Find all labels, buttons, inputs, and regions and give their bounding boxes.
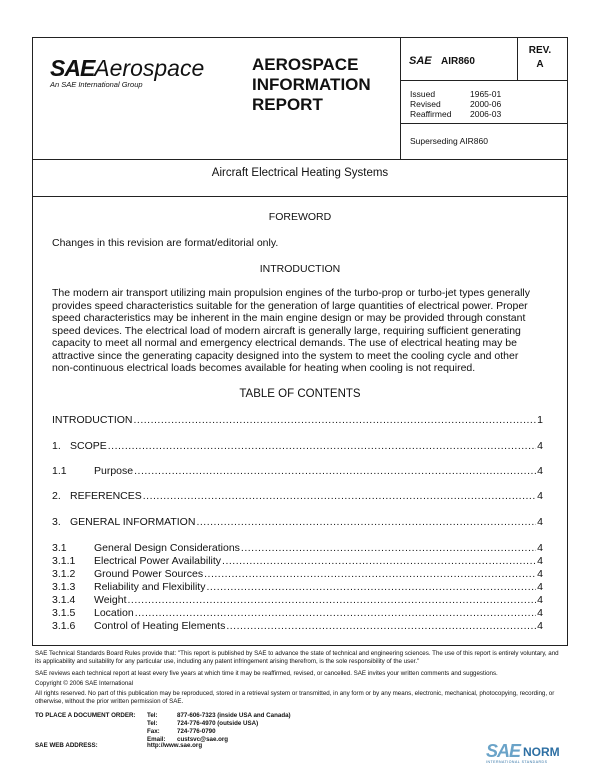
contact-spacer <box>35 728 147 736</box>
header-divider <box>33 159 567 160</box>
date-block <box>410 89 501 119</box>
contact-type: Tel: <box>147 720 158 727</box>
web-link[interactable]: http://www.sae.org <box>147 742 203 749</box>
contact-row <box>35 720 291 728</box>
toc-leader <box>241 542 536 554</box>
sae-aerospace-logo <box>50 55 204 89</box>
toc-number: 3.1.3 <box>52 581 76 593</box>
toc-title: GENERAL INFORMATION <box>70 516 196 528</box>
toc-number: 2. <box>52 490 61 502</box>
contact-type: Fax: <box>147 728 160 735</box>
contact-row <box>35 728 291 736</box>
sae-norm-logo <box>486 741 560 762</box>
toc-entry[interactable] <box>52 465 543 477</box>
toc-page: 4 <box>537 465 543 477</box>
doc-sae-mark: SAE <box>409 55 432 67</box>
toc-page: 4 <box>537 620 543 632</box>
document-number: AIR860 <box>441 56 475 67</box>
contact-row <box>35 712 291 720</box>
contact-value[interactable]: 877-606-7323 (inside USA and Canada) <box>177 712 291 719</box>
date-value: 2006-03 <box>470 109 502 119</box>
toc-number: 3. <box>52 516 61 528</box>
toc-entry[interactable] <box>52 607 543 619</box>
toc-title: Reliability and Flexibility <box>94 581 206 593</box>
toc-entry[interactable] <box>52 568 543 580</box>
norm-sae-mark: SAE <box>486 741 521 761</box>
toc-entry[interactable] <box>52 594 543 606</box>
toc-entry[interactable] <box>52 555 543 567</box>
contact-spacer <box>35 720 147 728</box>
revision-label: REV. <box>528 45 552 56</box>
toc-title: Ground Power Sources <box>94 568 204 580</box>
toc-page: 4 <box>537 555 543 567</box>
toc-title: INTRODUCTION <box>52 414 133 426</box>
contact-type: Tel: <box>147 712 158 719</box>
date-row-reaffirmed <box>410 109 501 119</box>
logo-tagline: An SAE International Group <box>50 80 143 89</box>
toc-title: SCOPE <box>70 440 107 452</box>
introduction-paragraph: The modern air transport utilizing main propulsion engines of the turbo-prop or turbo-jet types generally provides speed characteristics suitable for the generation of large quantities of electrical power. Proper speed characteristics may be inherent in the main engine design or may be provided through constant speed devices. The electrical load of modern aircraft is generally large, requiring sufficient generating capacity to meet all normal and emergency electrical demands. The use of electrical heating may be attractive since the generating capacity designed into the system to meet the cooling cycle and other non-continuous electrical loads becomes available for heating when cooling is not required. <box>52 287 531 374</box>
toc-leader <box>196 516 536 528</box>
toc-leader <box>134 465 536 477</box>
norm-text: NORM <box>523 744 560 759</box>
toc-leader <box>134 414 537 426</box>
toc-entry[interactable] <box>52 414 543 426</box>
web-address <box>35 742 202 749</box>
foreword-text: Changes in this revision are format/editorial only. <box>52 237 279 249</box>
toc-leader <box>135 607 536 619</box>
toc-leader <box>204 568 536 580</box>
toc-page: 4 <box>537 607 543 619</box>
date-label: Revised <box>410 99 441 109</box>
toc-title: Purpose <box>94 465 134 477</box>
toc-entry[interactable] <box>52 542 543 554</box>
web-label: SAE WEB ADDRESS: <box>35 742 98 749</box>
order-label: TO PLACE A DOCUMENT ORDER: <box>35 712 136 719</box>
toc-entry[interactable] <box>52 490 543 502</box>
contact-type: Email: <box>147 736 166 743</box>
toc-page: 4 <box>537 440 543 452</box>
toc-title: REFERENCES <box>70 490 142 502</box>
contact-value[interactable]: 724-776-0790 <box>177 728 216 735</box>
date-row-issued <box>410 89 501 99</box>
toc-leader <box>222 555 536 567</box>
toc-entry[interactable] <box>52 581 543 593</box>
toc-title: General Design Considerations <box>94 542 240 554</box>
date-value: 2000-06 <box>470 99 502 109</box>
date-label: Reaffirmed <box>410 109 452 119</box>
report-title-line: INFORMATION <box>252 75 371 94</box>
date-label: Issued <box>410 89 436 99</box>
toc-number: 1. <box>52 440 61 452</box>
toc-page: 1 <box>537 414 543 426</box>
toc-number: 3.1 <box>52 542 67 554</box>
introduction-heading: INTRODUCTION <box>259 263 341 275</box>
toc-leader <box>128 594 537 606</box>
revision-box <box>518 44 562 72</box>
contact-value[interactable]: 724-776-4970 (outside USA) <box>177 720 259 727</box>
foreword-heading: FOREWORD <box>268 211 332 223</box>
toc-page: 4 <box>537 594 543 606</box>
toc-number: 3.1.5 <box>52 607 76 619</box>
rev-box-bottom <box>400 80 568 81</box>
toc-entry[interactable] <box>52 516 543 528</box>
toc-title: Location <box>94 607 134 619</box>
footer-rights: All rights reserved. No part of this publication may be reproduced, stored in a retrieval system or transmitted, in any form or by any means, electronic, mechanical, photocopying, recording, or otherwise, without the prior written permission of SAE. <box>35 690 555 705</box>
toc-number: 1.1 <box>52 465 67 477</box>
toc-entry[interactable] <box>52 440 543 452</box>
date-row-revised <box>410 99 501 109</box>
toc-leader <box>226 620 536 632</box>
report-title-line: REPORT <box>252 95 323 114</box>
toc-number: 3.1.4 <box>52 594 76 606</box>
toc-page: 4 <box>537 490 543 502</box>
revision-value: A <box>536 59 544 70</box>
toc-entry[interactable] <box>52 620 543 632</box>
toc-title: Electrical Power Availability <box>94 555 222 567</box>
toc-heading: TABLE OF CONTENTS <box>239 388 361 400</box>
footer-policy: SAE Technical Standards Board Rules provide that: "This report is published by SAE to advance the state of technical and engineering sciences. The use of this report is entirely voluntary, and its applicability and suitability for any particular use, including any patent infringement arising therefrom, is the sole responsibility of the user." <box>35 650 559 665</box>
dates-box-bottom <box>400 123 568 124</box>
logo-aerospace-text: Aerospace <box>94 55 205 81</box>
toc-number: 3.1.1 <box>52 555 76 567</box>
report-type-title <box>252 55 371 115</box>
order-contacts <box>35 712 291 744</box>
norm-subtext: INTERNATIONAL STANDARDS <box>486 760 548 764</box>
superseding-note: Superseding AIR860 <box>410 136 488 146</box>
footer-review: SAE reviews each technical report at least every five years at which time it may be reaffirmed, revised, or cancelled. SAE invites your written comments and suggestions. <box>35 670 498 677</box>
toc-leader <box>108 440 536 452</box>
report-title-line: AEROSPACE <box>252 55 359 74</box>
title-divider <box>33 196 567 197</box>
toc-leader <box>206 581 536 593</box>
date-value: 1965-01 <box>470 89 502 99</box>
toc-title: Weight <box>94 594 127 606</box>
toc-page: 4 <box>537 568 543 580</box>
header-vertical-divider <box>400 38 401 159</box>
logo-sae-text: SAE <box>50 55 95 81</box>
toc-page: 4 <box>537 542 543 554</box>
toc-page: 4 <box>537 516 543 528</box>
contact-value[interactable]: custsvc@sae.org <box>177 736 229 743</box>
toc-number: 3.1.2 <box>52 568 76 580</box>
toc-page: 4 <box>537 581 543 593</box>
document-title: Aircraft Electrical Heating Systems <box>211 167 389 179</box>
toc-number: 3.1.6 <box>52 620 76 632</box>
footer-copyright: Copyright © 2006 SAE International <box>35 680 134 687</box>
toc-leader <box>143 490 536 502</box>
toc-title: Control of Heating Elements <box>94 620 226 632</box>
